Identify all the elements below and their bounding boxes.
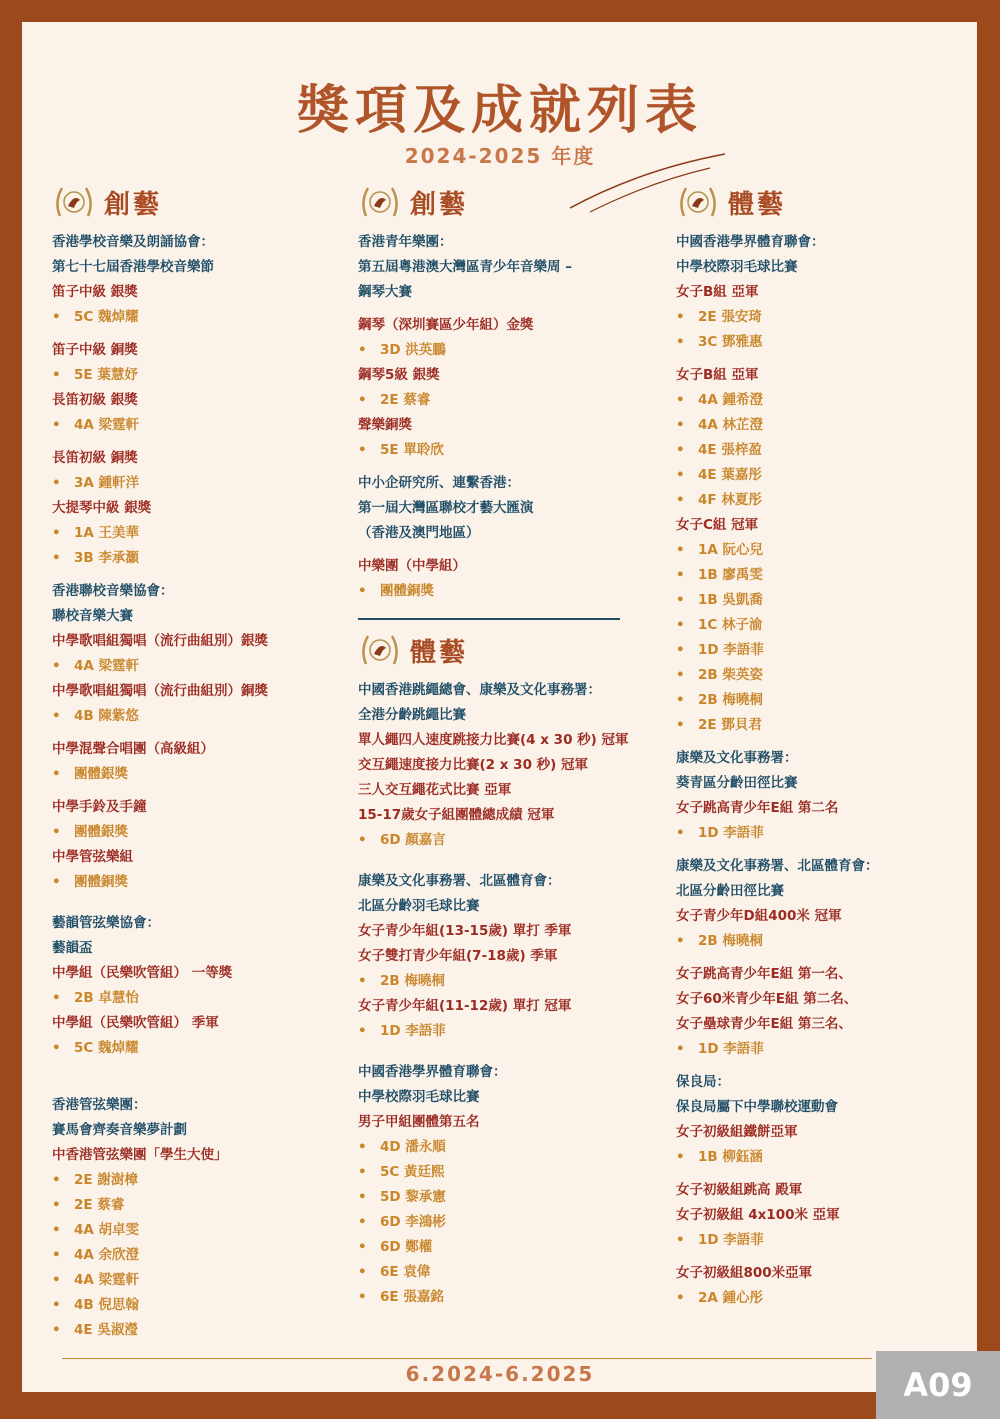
organizer-text: 全港分齡跳繩比賽 [358, 707, 466, 723]
awardee-list-item [676, 688, 976, 713]
awardee-name: 2B 梅曉桐 [698, 933, 763, 949]
awardee-list-item [358, 579, 658, 604]
awardee-name: 3A 鍾軒洋 [74, 475, 140, 491]
section-header-creative-arts [358, 182, 658, 222]
awardee-list-item [358, 1260, 658, 1285]
awardee-name: 1B 吳凱喬 [698, 592, 763, 608]
organizer-text: 第五屆粵港澳大灣區青少年音樂周 – [358, 259, 572, 275]
award-event-text: 中學手鈴及手鐘 [52, 799, 147, 815]
laurel-bird-icon [358, 630, 402, 670]
award-event-text: 女子壘球青少年E組 第三名、 [676, 1016, 852, 1032]
awardee-name: 4B 倪思翰 [74, 1297, 139, 1313]
awardee-list-item [676, 929, 976, 954]
award-event-text: 中學歌唱組獨唱（流行曲組別）銀獎 [52, 633, 268, 649]
award-event-text: 女子C組 冠軍 [676, 517, 759, 533]
awardee-list-item [52, 363, 342, 388]
awardee-list-item [676, 613, 976, 638]
awardee-name: 2B 卓慧怡 [74, 990, 139, 1006]
section-label: 創藝 [104, 189, 163, 220]
award-event-text: 中學組（民樂吹管組） 季軍 [52, 1015, 219, 1031]
awardee-name: 2E 蔡睿 [380, 392, 431, 408]
award-event-text: 女子初級組 4x100米 亞軍 [676, 1207, 840, 1223]
award-event-text: 女子初級組跳高 殿軍 [676, 1182, 803, 1198]
awardee-list-item [52, 1193, 342, 1218]
organizer-text: （香港及澳門地區） [358, 525, 480, 541]
organizer-text: 北區分齡田徑比賽 [676, 883, 784, 899]
awardee-list-item [52, 1268, 342, 1293]
list-col1 [52, 230, 342, 1343]
page-subtitle: 2024-2025 年度 [404, 144, 596, 168]
spacer [52, 1061, 342, 1077]
awardee-name: 4A 胡卓雯 [74, 1222, 140, 1238]
award-event-text: 單人繩四人速度跳接力比賽(4 x 30 秒) 冠軍 [358, 732, 629, 748]
section-header-sports [676, 182, 976, 222]
award-event-text: 女子青少年D組400米 冠軍 [676, 908, 842, 924]
organizer-text: 藝韻盃 [52, 940, 93, 956]
spacer [52, 571, 342, 579]
awardee-list-item [358, 438, 658, 463]
laurel-bird-icon [358, 182, 402, 222]
organizer-text: 聯校音樂大賽 [52, 608, 133, 624]
spacer [52, 438, 342, 446]
awardee-name: 2E 鄧貝君 [698, 717, 762, 733]
awardee-name: 4D 潘永順 [380, 1139, 446, 1155]
spacer [676, 954, 976, 962]
organizer-text: 中學校際羽毛球比賽 [358, 1089, 480, 1105]
organizer-text: 第七十七屆香港學校音樂節 [52, 259, 214, 275]
spacer [676, 1170, 976, 1178]
awardee-name: 團體銅獎 [380, 583, 434, 599]
award-event-text: 中學歌唱組獨唱（流行曲組別）銅獎 [52, 683, 268, 699]
awardee-list-item [52, 704, 342, 729]
awardee-list-item [676, 821, 976, 846]
awardee-list-item [358, 1135, 658, 1160]
spacer [676, 1062, 976, 1070]
awardee-list-item [358, 1210, 658, 1235]
organizer-text: 藝韻管弦樂協會： [52, 915, 160, 931]
awardee-name: 4F 林夏彤 [698, 492, 762, 508]
section-header-creative-arts [52, 182, 342, 222]
column-2 [358, 182, 658, 1310]
awardee-name: 3D 洪英鵬 [380, 342, 446, 358]
organizer-text: 康樂及文化事務署、北區體育會： [358, 873, 561, 889]
awardee-list-item [676, 488, 976, 513]
award-event-text: 男子甲組團體第五名 [358, 1114, 480, 1130]
award-event-text: 女子青少年組(13-15歲) 單打 季軍 [358, 923, 572, 939]
awardee-name: 3C 鄧雅惠 [698, 334, 763, 350]
awardee-list-item [52, 1318, 342, 1343]
awardee-list-item [676, 663, 976, 688]
list-col2 [358, 230, 658, 604]
organizer-text: 香港聯校音樂協會： [52, 583, 174, 599]
awardee-name: 1D 李語菲 [698, 642, 764, 658]
award-event-text: 笛子中級 銅獎 [52, 342, 138, 358]
awardee-name: 5E 葉慧妤 [74, 367, 138, 383]
organizer-text: 中國香港學界體育聯會： [676, 234, 825, 250]
awardee-list-item [358, 388, 658, 413]
award-event-text: 女子雙打青少年組(7-18歲) 季軍 [358, 948, 558, 964]
spacer [358, 1044, 658, 1060]
awardee-name: 1D 李語菲 [698, 1232, 764, 1248]
awardee-name: 6D 顏嘉言 [380, 832, 446, 848]
spacer [52, 729, 342, 737]
awardee-list-item [52, 1036, 342, 1061]
awardee-list-item [358, 969, 658, 994]
awardee-name: 團體銀獎 [74, 824, 128, 840]
awardee-name: 4A 余欣澄 [74, 1247, 140, 1263]
spacer [676, 738, 976, 746]
awardee-list-item [676, 563, 976, 588]
awardee-name: 3B 李承灝 [74, 550, 139, 566]
organizer-text: 中小企研究所、連繫香港： [358, 475, 520, 491]
award-event-text: 中學組（民樂吹管組） 一等獎 [52, 965, 233, 981]
award-event-text: 女子青少年組(11-12歲) 單打 冠軍 [358, 998, 572, 1014]
awardee-name: 5E 單聆欣 [380, 442, 444, 458]
awardee-name: 6D 鄭權 [380, 1239, 433, 1255]
organizer-text: 中學校際羽毛球比賽 [676, 259, 798, 275]
awardee-list-item [676, 438, 976, 463]
awardee-list-item [52, 1293, 342, 1318]
awardee-name: 6E 張嘉銘 [380, 1289, 444, 1305]
award-event-text: 女子跳高青少年E組 第一名、 [676, 966, 852, 982]
award-event-text: 長笛初級 銅獎 [52, 450, 138, 466]
organizer-text: 保良局屬下中學聯校運動會 [676, 1099, 838, 1115]
award-event-text: 大提琴中級 銀獎 [52, 500, 152, 516]
awardee-name: 1A 王美華 [74, 525, 140, 541]
organizer-text: 香港青年樂團： [358, 234, 453, 250]
awardee-name: 團體銀獎 [74, 766, 128, 782]
organizer-text: 北區分齡羽毛球比賽 [358, 898, 480, 914]
awardee-list-item [52, 820, 342, 845]
award-event-text: 中樂團（中學組） [358, 558, 466, 574]
awardee-name: 4A 梁霆軒 [74, 658, 140, 674]
section-label: 體藝 [728, 189, 787, 220]
organizer-text: 康樂及文化事務署： [676, 750, 798, 766]
spacer [52, 1077, 342, 1093]
awardee-list-item [358, 1285, 658, 1310]
awardee-list-item [676, 1228, 976, 1253]
award-event-text: 女子B組 亞軍 [676, 284, 759, 300]
awardee-name: 2E 張安琦 [698, 309, 762, 325]
awardee-name: 團體銅獎 [74, 874, 128, 890]
award-event-text: 女子初級組800米亞軍 [676, 1265, 813, 1281]
spacer [358, 305, 658, 313]
spacer [52, 330, 342, 338]
page-badge: A09 [876, 1351, 1000, 1419]
awardee-name: 4A 梁霆軒 [74, 1272, 140, 1288]
awardee-list-item [52, 986, 342, 1011]
awardee-list-item [358, 1019, 658, 1044]
awardee-list-item [52, 1243, 342, 1268]
awardee-list-item [676, 330, 976, 355]
awardee-list-item [52, 870, 342, 895]
organizer-text: 康樂及文化事務署、北區體育會： [676, 858, 879, 874]
awardee-list-item [52, 654, 342, 679]
awardee-list-item [676, 638, 976, 663]
awardee-list-item [358, 1185, 658, 1210]
awardee-list-item [52, 1168, 342, 1193]
award-event-text: 女子B組 亞軍 [676, 367, 759, 383]
awardee-name: 2B 柴英姿 [698, 667, 763, 683]
awardee-list-item [676, 1286, 976, 1311]
awardee-list-item [52, 471, 342, 496]
awardee-name: 4E 吳淑瀅 [74, 1322, 138, 1338]
awardee-name: 2E 謝澍樟 [74, 1172, 138, 1188]
awardee-list-item [676, 1145, 976, 1170]
laurel-bird-icon [52, 182, 96, 222]
awardee-name: 2E 蔡睿 [74, 1197, 125, 1213]
organizer-text: 葵青區分齡田徑比賽 [676, 775, 798, 791]
awardee-list-item [52, 762, 342, 787]
spacer [676, 846, 976, 854]
award-event-text: 女子60米青少年E組 第二名、 [676, 991, 858, 1007]
awardee-name: 2B 梅曉桐 [698, 692, 763, 708]
awardee-name: 1B 柳鈺涵 [698, 1149, 763, 1165]
organizer-text: 保良局： [676, 1074, 730, 1090]
awardee-list-item [676, 538, 976, 563]
organizer-text: 中國香港學界體育聯會： [358, 1064, 507, 1080]
spacer [358, 546, 658, 554]
list-col3 [676, 230, 976, 1311]
award-event-text: 長笛初級 銀獎 [52, 392, 138, 408]
awardee-list-item [358, 828, 658, 853]
award-event-text: 三人交互繩花式比賽 亞軍 [358, 782, 512, 798]
awardee-name: 1C 林子渝 [698, 617, 763, 633]
section-header-sports [358, 630, 658, 670]
organizer-text: 香港管弦樂團： [52, 1097, 147, 1113]
awardee-list-item [358, 1235, 658, 1260]
spacer [358, 853, 658, 869]
awardee-name: 2A 鍾心彤 [698, 1290, 764, 1306]
awardee-name: 1D 李語菲 [380, 1023, 446, 1039]
award-event-text: 聲樂銅獎 [358, 417, 412, 433]
awardee-list-item [52, 521, 342, 546]
award-event-text: 鋼琴5級 銀獎 [358, 367, 440, 383]
awardee-list-item [358, 1160, 658, 1185]
award-event-text: 女子跳高青少年E組 第二名 [676, 800, 839, 816]
awardee-name: 5D 黎承憲 [380, 1189, 446, 1205]
awardee-name: 2B 梅曉桐 [380, 973, 445, 989]
column-3 [676, 182, 976, 1311]
awardee-name: 4A 梁霆軒 [74, 417, 140, 433]
organizer-text: 第一屆大灣區聯校才藝大匯演 [358, 500, 534, 516]
awardee-name: 4B 陳紫悠 [74, 708, 139, 724]
awardee-list-item [358, 338, 658, 363]
organizer-text: 中國香港跳繩總會、康樂及文化事務署： [358, 682, 601, 698]
award-event-text: 女子初級組鐵餅亞軍 [676, 1124, 798, 1140]
spacer [358, 463, 658, 471]
awardee-name: 1D 李語菲 [698, 825, 764, 841]
awardee-name: 5C 黃廷熙 [380, 1164, 445, 1180]
awardee-list-item [52, 305, 342, 330]
award-event-text: 中香港管弦樂團「學生大使」 [52, 1147, 228, 1163]
organizer-text: 賽馬會齊奏音樂夢計劃 [52, 1122, 187, 1138]
awardee-list-item [676, 388, 976, 413]
awardee-list-item [676, 463, 976, 488]
section-label: 創藝 [410, 189, 469, 220]
footer-date: 6.2024-6.2025 [405, 1362, 595, 1386]
awardee-list-item [676, 713, 976, 738]
award-event-text: 中學管弦樂組 [52, 849, 133, 865]
awardee-name: 4E 葉嘉彤 [698, 467, 762, 483]
awardee-name: 6E 袁偉 [380, 1264, 431, 1280]
spacer [676, 355, 976, 363]
column-1 [52, 182, 342, 1343]
list-col2-sports [358, 678, 658, 1310]
awardee-list-item [52, 546, 342, 571]
award-event-text: 交互繩速度接力比賽(2 x 30 秒) 冠軍 [358, 757, 589, 773]
awardee-name: 4A 林芷澄 [698, 417, 764, 433]
awardee-list-item [52, 413, 342, 438]
awardee-name: 1B 廖禹雯 [698, 567, 763, 583]
awardee-name: 6D 李鴻彬 [380, 1214, 446, 1230]
awardee-name: 4A 鍾希澄 [698, 392, 764, 408]
award-event-text: 中學混聲合唱團（高級組） [52, 741, 214, 757]
awardee-list-item [676, 588, 976, 613]
footer-line [62, 1358, 872, 1359]
divider [358, 618, 620, 620]
award-event-text: 15-17歲女子組團體總成績 冠軍 [358, 807, 555, 823]
section-label: 體藝 [410, 637, 469, 668]
laurel-bird-icon [676, 182, 720, 222]
organizer-text: 鋼琴大賽 [358, 284, 412, 300]
awardee-name: 4E 張梓盈 [698, 442, 762, 458]
awardee-list-item [52, 1218, 342, 1243]
awardee-name: 5C 魏焯耀 [74, 309, 139, 325]
awardee-list-item [676, 1037, 976, 1062]
awardee-name: 1D 李語菲 [698, 1041, 764, 1057]
awardee-list-item [676, 305, 976, 330]
award-event-text: 鋼琴（深圳賽區少年組）金獎 [358, 317, 534, 333]
spacer [52, 895, 342, 911]
awardee-name: 1A 阮心兒 [698, 542, 764, 558]
page-title: 獎項及成就列表 [296, 81, 703, 141]
awardee-list-item [676, 413, 976, 438]
spacer [52, 787, 342, 795]
organizer-text: 香港學校音樂及朗誦協會： [52, 234, 214, 250]
awardee-name: 5C 魏焯耀 [74, 1040, 139, 1056]
spacer [676, 1253, 976, 1261]
award-event-text: 笛子中級 銀獎 [52, 284, 138, 300]
